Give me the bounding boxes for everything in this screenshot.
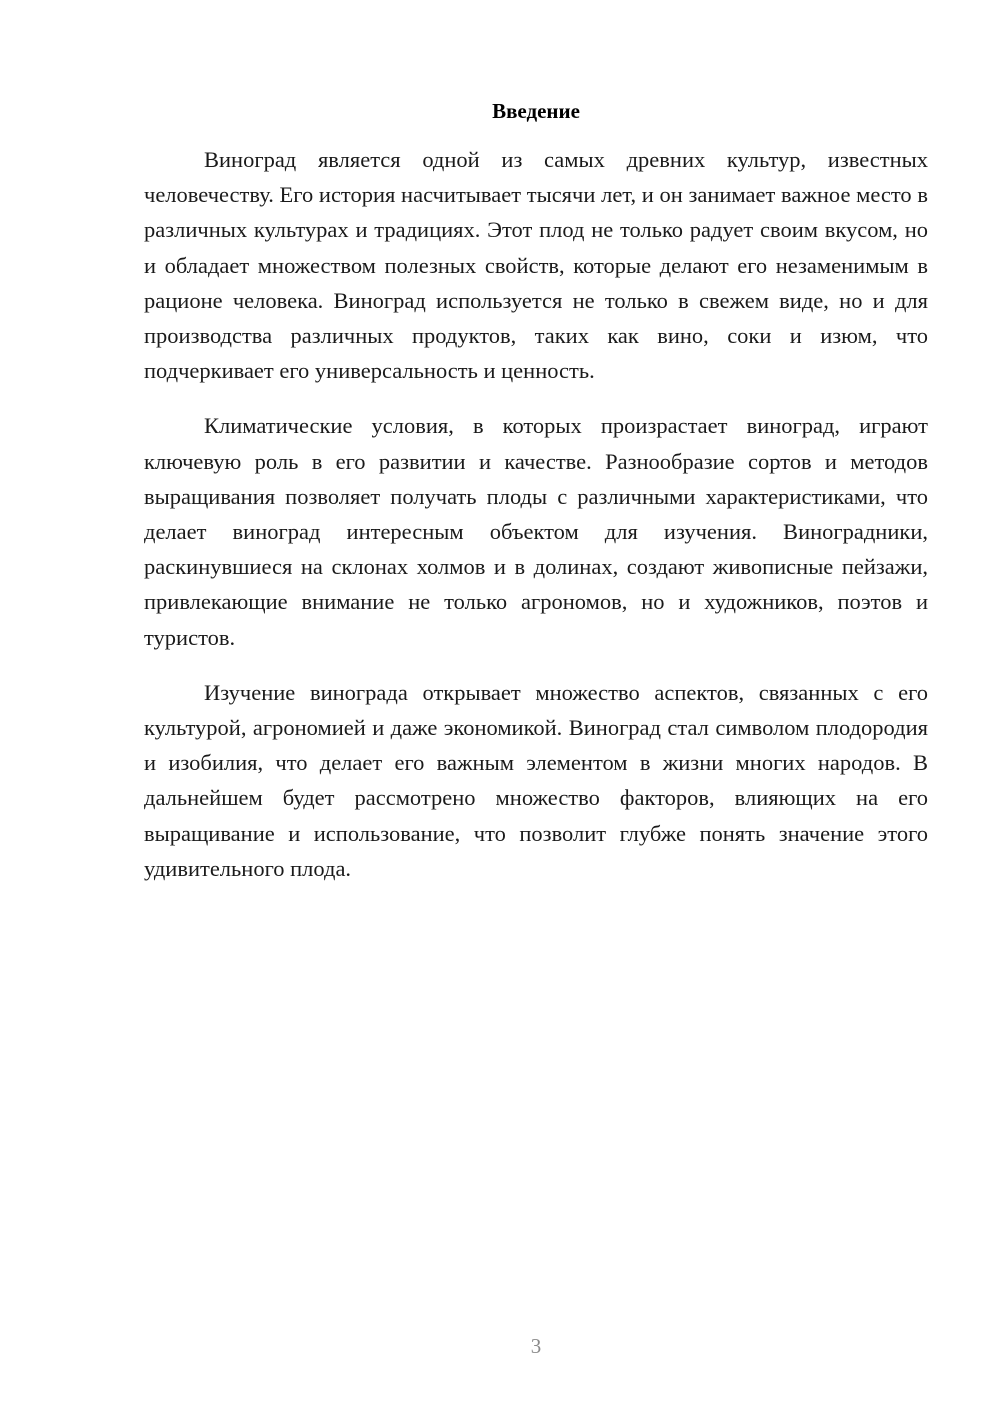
- page-number: 3: [530, 1334, 542, 1358]
- paragraph-2: Климатические условия, в которых произрастает виноград, играют ключевую роль в его развитии и качестве. Разнообразие сортов и методов выращивания позволяет получать плоды с различными характеристиками, что делает виноград интересным объектом для изучения. Виноградники, раскинувшиеся на склонах холмов и в долинах, создают живописные пейзажи, привлекающие внимание не только агрономов, но и художников, поэтов и туристов.: [144, 413, 928, 650]
- paragraph-3: Изучение винограда открывает множество аспектов, связанных с его культурой, агрономией и даже экономикой. Виноград стал символом плодородия и изобилия, что делает его важным элементом в жизни многих народов. В дальнейшем будет рассмотрено множество факторов, влияющих на его выращивание и использование, что позволит глубже понять значение этого удивительного плода.: [144, 679, 928, 881]
- body-text: [144, 142, 928, 906]
- paragraph-1: Виноград является одной из самых древних культур, известных человечеству. Его история насчитывает тысячи лет, и он занимает важное место в различных культурах и традициях. Этот плод не только радует своим вкусом, но и обладает множеством полезных свойств, которые делают его незаменимым в рационе человека. Виноград используется не только в свежем виде, но и для производства различных продуктов, таких как вино, соки и изюм, что подчеркивает его универсальность и ценность.: [144, 147, 928, 384]
- section-title: Введение: [492, 99, 580, 123]
